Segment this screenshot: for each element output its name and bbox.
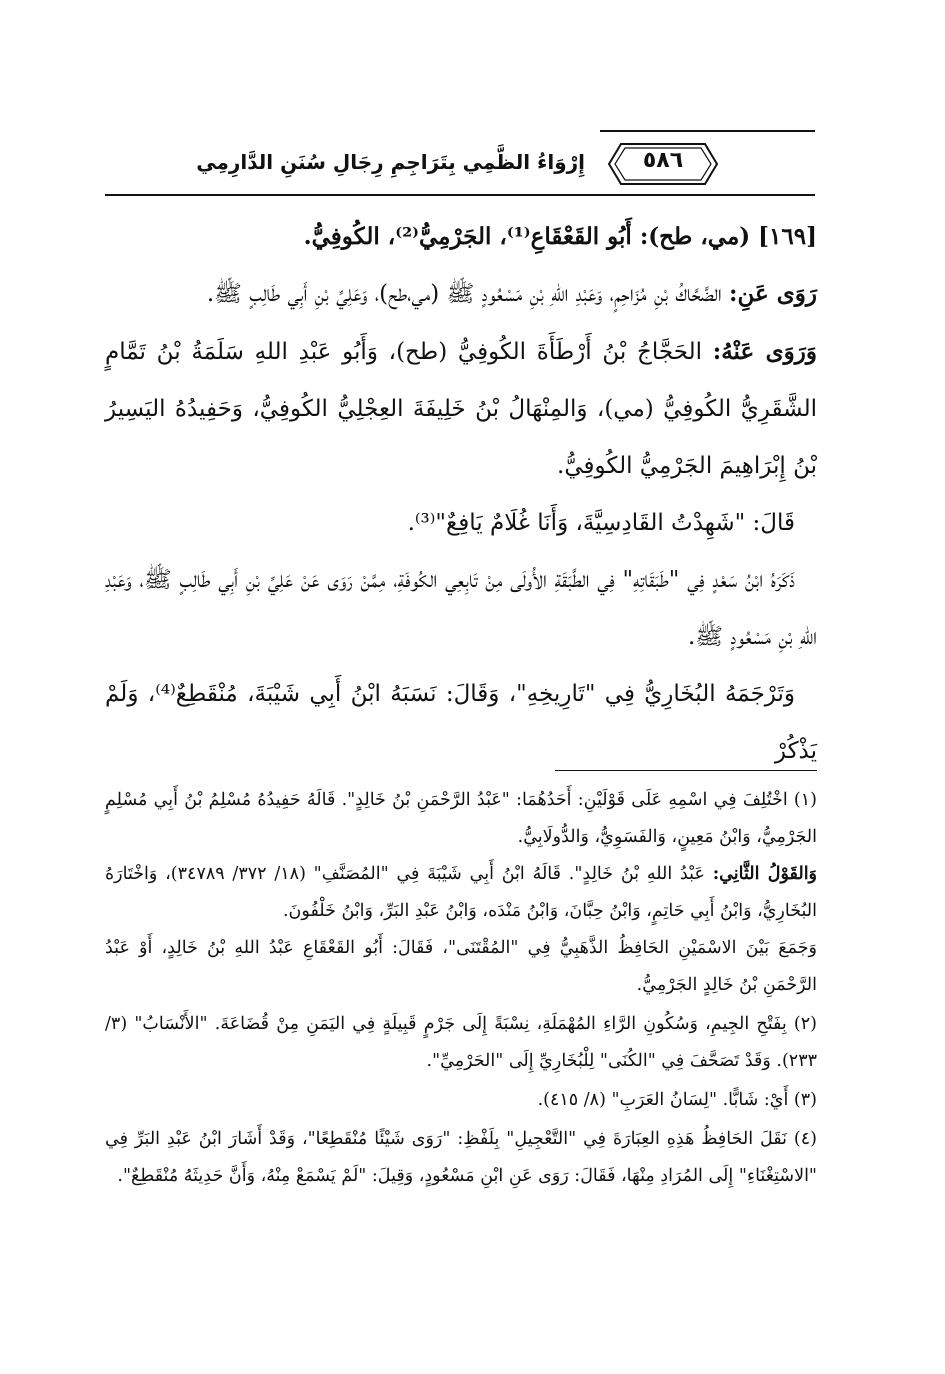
narrated-from-text: الضَّحَّاكُ بْنِ مُزَاحِمٍ، وَعَبْدِ اللهِ بْنِ مَسْعُودٍ ﷺ (مي،طح)، وَعَلِيِّ بْنِ أَبِي طَالِبٍ ﷺ. <box>206 281 730 307</box>
page-number-frame <box>607 142 719 186</box>
narrated-from-paragraph <box>105 265 817 323</box>
narrators-text: الحَجَّاجُ بْنُ أَرْطَأَةَ الكُوفِيُّ (طح)، وَأَبُو عَبْدِ اللهِ سَلَمَةُ بْنُ تَمَّامٍ الشَّقَرِيُّ الكُوفِيُّ (مي)، وَالمِنْهَالُ بْنُ خَلِيفَةَ العِجْلِيُّ الكُوفِيُّ، وَحَفِيدُهُ اليَسِيرُ بْنُ إِبْرَاهِيمَ الجَرْمِيُّ الكُوفِيُّ. <box>105 339 817 479</box>
page-number: ٥٨٦ <box>642 148 684 173</box>
footnote-divider <box>555 770 817 771</box>
footnote-1c: وَجَمَعَ بَيْنَ الاسْمَيْنِ الحَافِظُ الذَّهَبِيُّ فِي "المُقْتَنَى"، فَقَالَ: أَبُو القَعْقَاعِ عَبْدُ اللهِ بْنُ خَالِدٍ، أَوْ عَبْدُ الرَّحْمَنِ بْنُ خَالِدٍ الجَرْمِيُّ. <box>105 938 817 995</box>
entry-heading-text: (مي، طح): أَبُو القَعْقَاعِ⁽¹⁾، الجَرْمِيُّ⁽²⁾، الكُوفِيُّ. <box>303 223 759 250</box>
narrators-paragraph <box>105 323 817 495</box>
footnotes <box>105 782 817 1195</box>
ibn-saad-paragraph: ذَكَرَهُ ابْنُ سَعْدٍ فِي "طَبَقَاتِهِ" فِي الطَّبَقَةِ الأُولَى مِنْ تَابِعِي الكُوفَةِ، مِمَّنْ رَوَى عَنْ عَلِيِّ بْنِ أَبِي طَالِبٍ ﷺ، وَعَبْدِ اللهِ بْنِ مَسْعُودٍ ﷺ. <box>105 567 817 650</box>
bukhari-paragraph: وَتَرْجَمَهُ البُخَارِيُّ فِي "تَارِيخِهِ"، وَقَالَ: نَسَبَهُ ابْنُ أَبِي شَيْبَةَ، مُنْقَطِعٌ⁽⁴⁾، وَلَمْ يَذْكُرْ <box>105 681 817 764</box>
footnote-1b <box>105 856 817 930</box>
entry-number: [١٦٩] <box>758 223 817 250</box>
narrated-from-label: رَوَى عَنِ: <box>729 280 817 307</box>
narrators-label: وَرَوَى عَنْهُ: <box>712 338 817 365</box>
footnote-4: (٤) نَقَلَ الحَافِظُ هَذِهِ العِبَارَةَ فِي "التَّعْجِيلِ" بِلَفْظِ: "رَوَى شَيْئًا مُنْقَطِعًا"، وَقَدْ أَشَارَ ابْنُ عَبْدِ البَرِّ فِي "الاسْتِغْنَاءِ" إِلَى المُرَادِ مِنْهَا، فَقَالَ: رَوَى عَنِ ابْنِ مَسْعُودٍ، وَقِيلَ: "لَمْ يَسْمَعْ مِنْهُ، وَأَنَّ حَدِيثَهُ مُنْقَطِعٌ". <box>105 1129 817 1186</box>
entry-heading <box>105 208 817 265</box>
book-title: إِرْوَاءُ الظَّمِي بِتَرَاجِمِ رِجَالِ سُنَنِ الدَّارِمِي <box>196 150 585 174</box>
header-bottom-rule <box>105 194 815 196</box>
footnote-1b-text: عَبْدُ اللهِ بْنُ خَالِدٍ". قَالَهُ ابْنُ أَبِي شَيْبَةَ فِي "المُصَنَّفِ" (١٨/ ٣٧٢/ ٣٤٧٨٩)، وَاخْتَارَهُ البُخَارِيُّ، وَابْنُ أَبِي حَاتِمٍ، وَابْنُ حِبَّانَ، وَابْنُ مَنْدَه، وَابْنُ عَبْدِ البَرِّ، وَابْنُ خَلْفُونَ. <box>105 864 817 921</box>
footnote-3: (٣) أَيْ: شَابًّا. "لِسَانُ العَرَبِ" (٨/ ٤١٥). <box>537 1090 817 1110</box>
footnote-2: (٢) بِفَتْحِ الجِيمِ، وَسُكُونِ الرَّاءِ المُهْمَلَةِ، نِسْبَةً إِلَى جَرْمٍ قَبِيلَةٍ فِي اليَمَنِ مِنْ قُضَاعَةَ. "الأَنْسَابُ" (٣/ ٢٣٣). وَقَدْ تَصَحَّفَ فِي "الكُنَى" لِلْبُخَارِيِّ إِلَى "الحَرْمِيِّ". <box>105 1014 817 1071</box>
main-text <box>105 208 817 780</box>
footnote-1b-label: وَالقَوْلُ الثَّانِي: <box>712 864 818 884</box>
header-top-rule <box>600 130 815 132</box>
running-header <box>105 118 815 198</box>
quote-paragraph: قَالَ: "شَهِدْتُ القَادِسِيَّةَ، وَأَنَا غُلَامٌ يَافِعٌ"⁽³⁾. <box>407 510 795 536</box>
footnote-1a: (١) اخْتُلِفَ فِي اسْمِهِ عَلَى قَوْلَيْنِ: أَحَدُهُمَا: "عَبْدُ الرَّحْمَنِ بْنُ خَالِدٍ". قَالَهُ حَفِيدُهُ مُسْلِمُ بْنُ أَبِي مُسْلِمٍ الجَرْمِيُّ، وَابْنُ مَعِينٍ، وَالفَسَوِيُّ، وَالدُّولَابِيُّ. <box>105 790 817 847</box>
